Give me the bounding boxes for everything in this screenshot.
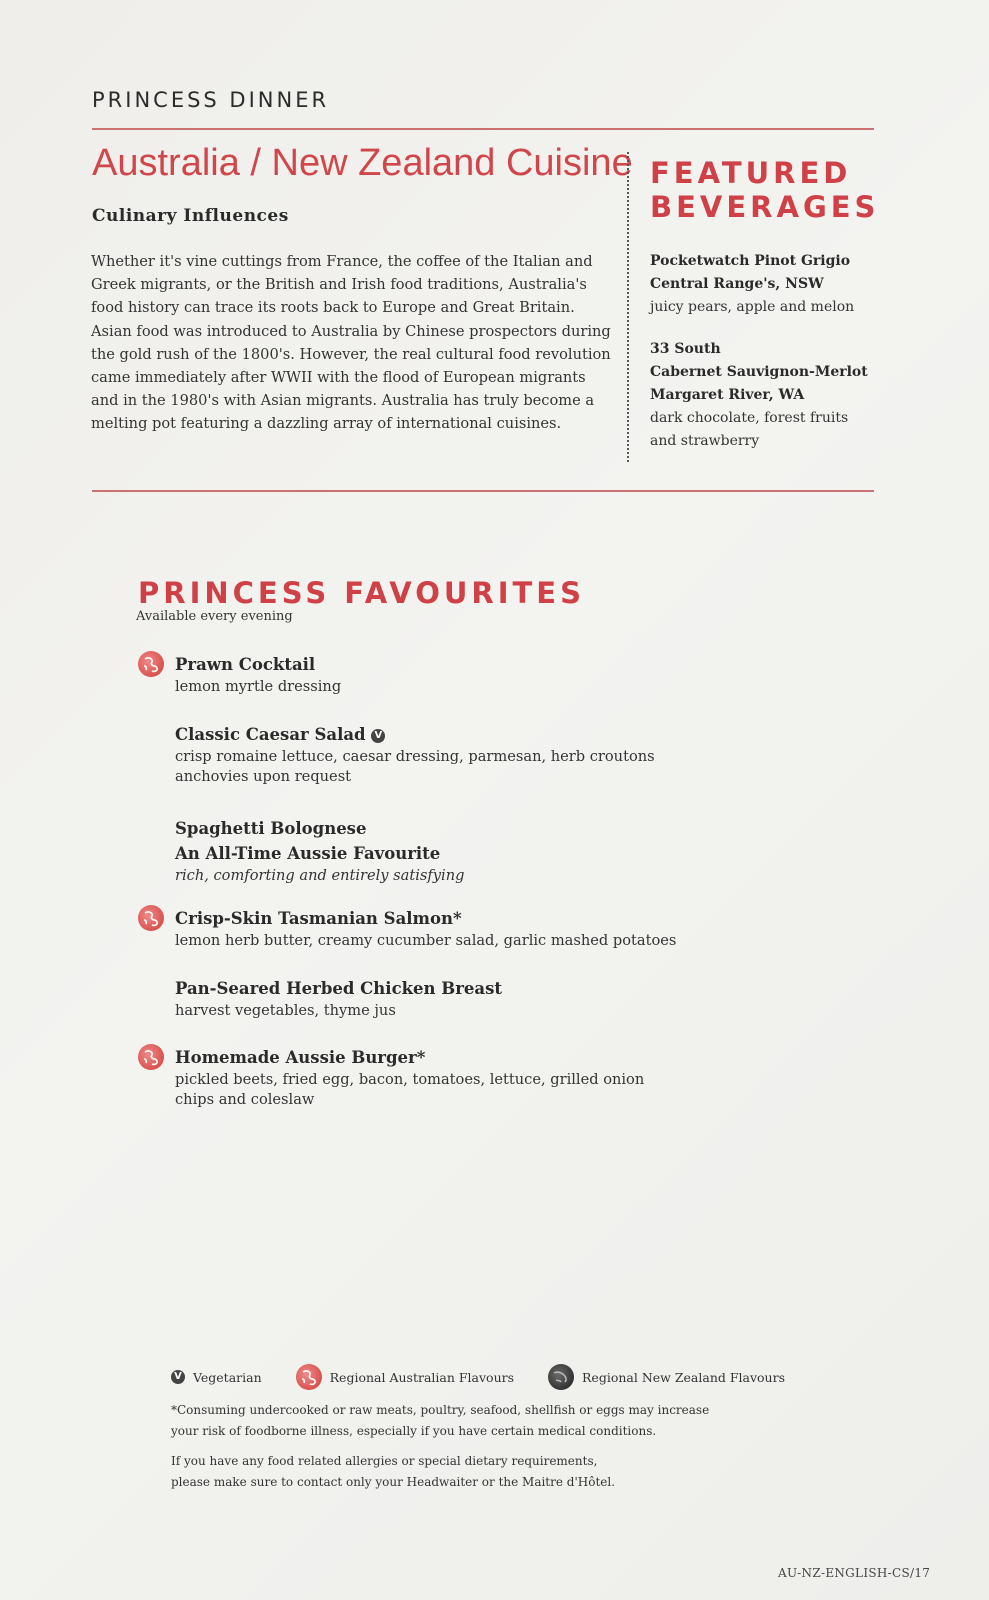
menu-item-name-row [175,722,795,747]
menu-item-name: Classic Caesar Salad [175,725,366,744]
allergy-notice [171,1451,731,1493]
wine-region: Central Range's, NSW [650,276,824,292]
menu-item-description: crisp romaine lettuce, caesar dressing, parmesan, herb croutons [175,748,655,765]
featured-beverages-title [650,156,879,224]
wine-notes: juicy pears, apple and melon [650,299,855,315]
featured-title-line1: FEATURED [650,156,852,190]
regional-australian-icon [138,905,164,931]
menu-item [175,722,795,787]
menu-item [175,816,795,886]
allergy-line: please make sure to contact only your Headwaiter or the Maitre d'Hôtel. [171,1475,616,1489]
regional-australian-icon [296,1364,322,1390]
vegetarian-icon: V [171,1370,185,1384]
wine-region: Margaret River, WA [650,387,805,403]
regional-australian-icon [138,651,164,677]
featured-title-line2: BEVERAGES [650,190,880,224]
wine-name: Pocketwatch Pinot Grigio [650,253,851,269]
menu-item [175,906,795,951]
legend-vegetarian: Vegetarian [193,1369,262,1385]
menu-item-name: Homemade Aussie Burger* [175,1048,426,1067]
disclaimer-line: *Consuming undercooked or raw meats, poultry, seafood, shellfish or eggs may increase [171,1403,710,1417]
vegetarian-icon: V [371,729,385,743]
favourites-title: PRINCESS FAVOURITES [138,576,585,610]
menu-item-name: Crisp-Skin Tasmanian Salmon* [175,909,462,928]
wine-item [650,338,900,453]
menu-item-name: Prawn Cocktail [175,655,316,674]
wine-varietal: Cabernet Sauvignon-Merlot [650,364,868,380]
menu-item-subtitle: An All-Time Aussie Favourite [175,844,441,863]
menu-item [175,976,795,1021]
wine-item [650,250,900,319]
menu-item-note: anchovies upon request [175,768,352,785]
intro-paragraph: Whether it's vine cuttings from France, the coffee of the Italian and Greek migrants, or the British and Irish food traditions, Australia's food history can trace its roots back to Europe and Great Britain. Asian food was introduced to Australia by Chinese prospectors during the gold rush of the 1800's. However, the real cultural food revolution came immediately after WWII with the flood of European migrants and in the 1980's with Asian migrants. Australia has truly become a melting pot featuring a dazzling array of international cuisines. [91,253,611,433]
bottom-divider [92,490,874,492]
regional-new-zealand-icon [548,1364,574,1390]
menu-item-description: rich, comforting and entirely satisfying [175,867,465,884]
menu-item-note: chips and coleslaw [175,1091,315,1108]
menu-item-name: Pan-Seared Herbed Chicken Breast [175,979,503,998]
menu-item-description: pickled beets, fried egg, bacon, tomatoes, lettuce, grilled onion [175,1071,645,1088]
wine-notes: dark chocolate, forest fruits [650,410,849,426]
influences-heading: Culinary Influences [92,206,289,226]
food-safety-disclaimer [171,1400,731,1442]
legend-australian: Regional Australian Flavours [329,1369,515,1385]
legend [171,1364,785,1390]
cuisine-title: Australia / New Zealand Cuisine [92,142,633,184]
menu-code: AU-NZ-ENGLISH-CS/17 [778,1566,931,1580]
wine-notes: and strawberry [650,433,760,449]
menu-item [175,1045,795,1110]
column-divider [627,152,629,462]
top-divider [92,128,874,130]
wine-name: 33 South [650,341,721,357]
menu-item-name: Spaghetti Bolognese [175,819,367,838]
menu-item-description: lemon herb butter, creamy cucumber salad, garlic mashed potatoes [175,932,677,949]
disclaimer-line: your risk of foodborne illness, especially if you have certain medical conditions. [171,1424,657,1438]
regional-australian-icon [138,1044,164,1070]
favourites-subtitle: Available every evening [136,609,293,624]
legend-new-zealand: Regional New Zealand Flavours [582,1369,785,1385]
menu-item-description: lemon myrtle dressing [175,678,342,695]
menu-item-description: harvest vegetables, thyme jus [175,1002,396,1019]
allergy-line: If you have any food related allergies or special dietary requirements, [171,1454,598,1468]
menu-item [175,652,795,697]
menu-kicker: PRINCESS DINNER [92,88,330,112]
